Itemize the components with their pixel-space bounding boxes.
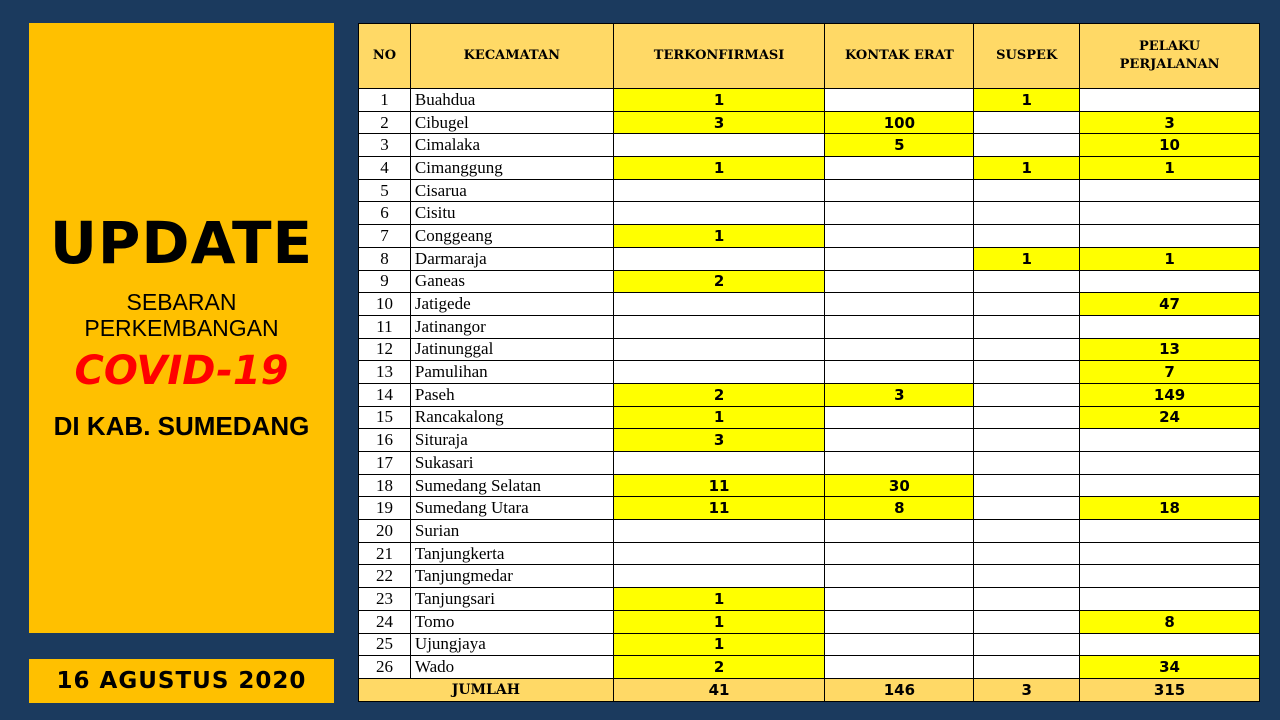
- header-kecamatan: KECAMATAN: [410, 24, 613, 89]
- region-label: DI KAB. SUMEDANG: [53, 411, 310, 441]
- cell-terkonfirmasi: 3: [613, 111, 825, 134]
- cell-terkonfirmasi: 1: [613, 633, 825, 656]
- cell-pelaku-perjalanan: [1080, 179, 1260, 202]
- cell-kontak-erat: [825, 588, 974, 611]
- cell-no: 20: [359, 520, 411, 543]
- table-row: [359, 656, 1260, 679]
- cell-kecamatan: Ujungjaya: [410, 633, 613, 656]
- cell-no: 21: [359, 542, 411, 565]
- cell-terkonfirmasi: [613, 202, 825, 225]
- cell-kecamatan: Situraja: [410, 429, 613, 452]
- header-pelaku-perjalanan-text: PELAKU PERJALANAN: [1119, 39, 1220, 72]
- cell-kecamatan: Tanjungkerta: [410, 542, 613, 565]
- cell-kecamatan: Sukasari: [410, 452, 613, 475]
- cell-suspek: 1: [974, 89, 1080, 112]
- cell-no: 26: [359, 656, 411, 679]
- cell-kontak-erat: [825, 452, 974, 475]
- cell-no: 23: [359, 588, 411, 611]
- cell-suspek: [974, 429, 1080, 452]
- cell-suspek: [974, 134, 1080, 157]
- table-row: [359, 429, 1260, 452]
- cell-no: 3: [359, 134, 411, 157]
- cell-no: 5: [359, 179, 411, 202]
- total-row: [359, 678, 1260, 701]
- cell-kontak-erat: [825, 315, 974, 338]
- cell-kecamatan: Sumedang Utara: [410, 497, 613, 520]
- cell-terkonfirmasi: 11: [613, 474, 825, 497]
- table-row: [359, 202, 1260, 225]
- update-title: UPDATE: [49, 209, 314, 277]
- header-no: NO: [359, 24, 411, 89]
- cell-no: 1: [359, 89, 411, 112]
- cell-suspek: [974, 452, 1080, 475]
- cell-kontak-erat: [825, 179, 974, 202]
- table-row: [359, 179, 1260, 202]
- cell-terkonfirmasi: [613, 565, 825, 588]
- cell-kontak-erat: [825, 520, 974, 543]
- table-row: [359, 520, 1260, 543]
- cell-kecamatan: Tanjungsari: [410, 588, 613, 611]
- table-row: [359, 633, 1260, 656]
- cell-kontak-erat: 100: [825, 111, 974, 134]
- cell-pelaku-perjalanan: 10: [1080, 134, 1260, 157]
- cell-kecamatan: Cimanggung: [410, 157, 613, 180]
- cell-kontak-erat: 5: [825, 134, 974, 157]
- cell-no: 6: [359, 202, 411, 225]
- cell-pelaku-perjalanan: [1080, 474, 1260, 497]
- cell-no: 10: [359, 293, 411, 316]
- cell-no: 12: [359, 338, 411, 361]
- cell-terkonfirmasi: 1: [613, 406, 825, 429]
- table-row: [359, 610, 1260, 633]
- cell-terkonfirmasi: [613, 452, 825, 475]
- subtitle-line2: PERKEMBANGAN: [84, 315, 279, 341]
- covid-table-container: [358, 23, 1260, 700]
- cell-kontak-erat: [825, 247, 974, 270]
- cell-kontak-erat: 30: [825, 474, 974, 497]
- cell-terkonfirmasi: 1: [613, 225, 825, 248]
- cell-no: 25: [359, 633, 411, 656]
- cell-no: 18: [359, 474, 411, 497]
- cell-pelaku-perjalanan: 7: [1080, 361, 1260, 384]
- date-label: 16 AGUSTUS 2020: [29, 659, 334, 703]
- total-terkonfirmasi: 41: [613, 678, 825, 701]
- table-row: [359, 157, 1260, 180]
- cell-kontak-erat: [825, 293, 974, 316]
- cell-kecamatan: Jatinangor: [410, 315, 613, 338]
- header-terkonfirmasi: TERKONFIRMASI: [613, 24, 825, 89]
- cell-no: 24: [359, 610, 411, 633]
- cell-kecamatan: Buahdua: [410, 89, 613, 112]
- cell-pelaku-perjalanan: 149: [1080, 383, 1260, 406]
- cell-suspek: [974, 179, 1080, 202]
- cell-suspek: [974, 361, 1080, 384]
- cell-suspek: [974, 633, 1080, 656]
- cell-terkonfirmasi: [613, 520, 825, 543]
- cell-kontak-erat: [825, 565, 974, 588]
- cell-no: 14: [359, 383, 411, 406]
- cell-terkonfirmasi: 3: [613, 429, 825, 452]
- cell-pelaku-perjalanan: 47: [1080, 293, 1260, 316]
- cell-pelaku-perjalanan: [1080, 225, 1260, 248]
- cell-kecamatan: Paseh: [410, 383, 613, 406]
- cell-no: 9: [359, 270, 411, 293]
- header-suspek: SUSPEK: [974, 24, 1080, 89]
- cell-terkonfirmasi: [613, 179, 825, 202]
- cell-no: 8: [359, 247, 411, 270]
- covid-title: COVID-19: [74, 348, 289, 394]
- cell-kecamatan: Cisitu: [410, 202, 613, 225]
- cell-kecamatan: Cibugel: [410, 111, 613, 134]
- table-header-row: [359, 24, 1260, 89]
- cell-kontak-erat: [825, 361, 974, 384]
- cell-no: 13: [359, 361, 411, 384]
- cell-kontak-erat: [825, 157, 974, 180]
- cell-pelaku-perjalanan: 3: [1080, 111, 1260, 134]
- cell-no: 4: [359, 157, 411, 180]
- cell-terkonfirmasi: 11: [613, 497, 825, 520]
- cell-terkonfirmasi: [613, 293, 825, 316]
- cell-pelaku-perjalanan: 34: [1080, 656, 1260, 679]
- title-panel: [29, 23, 334, 633]
- cell-kontak-erat: [825, 338, 974, 361]
- cell-suspek: [974, 565, 1080, 588]
- cell-no: 7: [359, 225, 411, 248]
- cell-no: 22: [359, 565, 411, 588]
- cell-pelaku-perjalanan: [1080, 429, 1260, 452]
- cell-terkonfirmasi: 2: [613, 270, 825, 293]
- cell-terkonfirmasi: [613, 134, 825, 157]
- cell-kontak-erat: [825, 89, 974, 112]
- cell-terkonfirmasi: 1: [613, 610, 825, 633]
- table-row: [359, 89, 1260, 112]
- total-pelaku-perjalanan: 315: [1080, 678, 1260, 701]
- cell-suspek: [974, 588, 1080, 611]
- table-row: [359, 452, 1260, 475]
- cell-kecamatan: Jatigede: [410, 293, 613, 316]
- table-row: [359, 474, 1260, 497]
- cell-suspek: [974, 293, 1080, 316]
- covid-table: [358, 23, 1260, 702]
- cell-kecamatan: Ganeas: [410, 270, 613, 293]
- cell-pelaku-perjalanan: [1080, 520, 1260, 543]
- cell-kecamatan: Rancakalong: [410, 406, 613, 429]
- total-label: JUMLAH: [359, 678, 614, 701]
- cell-kecamatan: Wado: [410, 656, 613, 679]
- table-row: [359, 247, 1260, 270]
- cell-kontak-erat: [825, 270, 974, 293]
- cell-pelaku-perjalanan: 8: [1080, 610, 1260, 633]
- table-row: [359, 588, 1260, 611]
- cell-kecamatan: Jatinunggal: [410, 338, 613, 361]
- subtitle-line1: SEBARAN: [126, 289, 237, 315]
- cell-no: 17: [359, 452, 411, 475]
- cell-suspek: 1: [974, 157, 1080, 180]
- cell-kontak-erat: [825, 429, 974, 452]
- cell-terkonfirmasi: 1: [613, 157, 825, 180]
- cell-pelaku-perjalanan: [1080, 89, 1260, 112]
- cell-suspek: [974, 656, 1080, 679]
- table-row: [359, 134, 1260, 157]
- cell-suspek: 1: [974, 247, 1080, 270]
- cell-pelaku-perjalanan: [1080, 542, 1260, 565]
- cell-terkonfirmasi: 2: [613, 656, 825, 679]
- cell-kecamatan: Tomo: [410, 610, 613, 633]
- cell-kecamatan: Cisarua: [410, 179, 613, 202]
- cell-suspek: [974, 474, 1080, 497]
- table-row: [359, 361, 1260, 384]
- cell-no: 2: [359, 111, 411, 134]
- cell-terkonfirmasi: [613, 338, 825, 361]
- cell-terkonfirmasi: 2: [613, 383, 825, 406]
- table-row: [359, 270, 1260, 293]
- table-row: [359, 315, 1260, 338]
- table-row: [359, 225, 1260, 248]
- cell-kontak-erat: [825, 202, 974, 225]
- cell-kecamatan: Pamulihan: [410, 361, 613, 384]
- table-row: [359, 383, 1260, 406]
- cell-pelaku-perjalanan: 1: [1080, 247, 1260, 270]
- cell-pelaku-perjalanan: [1080, 315, 1260, 338]
- cell-pelaku-perjalanan: 18: [1080, 497, 1260, 520]
- cell-suspek: [974, 338, 1080, 361]
- table-row: [359, 497, 1260, 520]
- cell-kontak-erat: [825, 633, 974, 656]
- cell-kecamatan: Darmaraja: [410, 247, 613, 270]
- header-pelaku-perjalanan: [1080, 24, 1260, 89]
- cell-suspek: [974, 610, 1080, 633]
- cell-no: 19: [359, 497, 411, 520]
- cell-pelaku-perjalanan: 13: [1080, 338, 1260, 361]
- cell-suspek: [974, 520, 1080, 543]
- cell-kontak-erat: 8: [825, 497, 974, 520]
- cell-suspek: [974, 542, 1080, 565]
- table-row: [359, 542, 1260, 565]
- cell-pelaku-perjalanan: 24: [1080, 406, 1260, 429]
- cell-suspek: [974, 111, 1080, 134]
- cell-suspek: [974, 270, 1080, 293]
- cell-kecamatan: Tanjungmedar: [410, 565, 613, 588]
- cell-pelaku-perjalanan: [1080, 588, 1260, 611]
- cell-terkonfirmasi: [613, 542, 825, 565]
- cell-kontak-erat: 3: [825, 383, 974, 406]
- cell-kontak-erat: [825, 542, 974, 565]
- cell-suspek: [974, 225, 1080, 248]
- cell-terkonfirmasi: [613, 247, 825, 270]
- table-row: [359, 338, 1260, 361]
- cell-no: 15: [359, 406, 411, 429]
- cell-kontak-erat: [825, 610, 974, 633]
- header-kontak-erat: KONTAK ERAT: [825, 24, 974, 89]
- table-row: [359, 565, 1260, 588]
- cell-suspek: [974, 406, 1080, 429]
- cell-suspek: [974, 315, 1080, 338]
- table-row: [359, 293, 1260, 316]
- cell-pelaku-perjalanan: [1080, 633, 1260, 656]
- cell-terkonfirmasi: 1: [613, 89, 825, 112]
- cell-pelaku-perjalanan: [1080, 452, 1260, 475]
- cell-kecamatan: Cimalaka: [410, 134, 613, 157]
- cell-suspek: [974, 383, 1080, 406]
- cell-pelaku-perjalanan: [1080, 565, 1260, 588]
- cell-pelaku-perjalanan: [1080, 202, 1260, 225]
- cell-kecamatan: Conggeang: [410, 225, 613, 248]
- table-row: [359, 111, 1260, 134]
- cell-kontak-erat: [825, 656, 974, 679]
- cell-pelaku-perjalanan: [1080, 270, 1260, 293]
- cell-kontak-erat: [825, 225, 974, 248]
- cell-terkonfirmasi: [613, 361, 825, 384]
- cell-terkonfirmasi: 1: [613, 588, 825, 611]
- cell-suspek: [974, 202, 1080, 225]
- cell-kecamatan: Surian: [410, 520, 613, 543]
- cell-suspek: [974, 497, 1080, 520]
- cell-no: 11: [359, 315, 411, 338]
- cell-pelaku-perjalanan: 1: [1080, 157, 1260, 180]
- total-suspek: 3: [974, 678, 1080, 701]
- table-row: [359, 406, 1260, 429]
- cell-terkonfirmasi: [613, 315, 825, 338]
- cell-kontak-erat: [825, 406, 974, 429]
- cell-kecamatan: Sumedang Selatan: [410, 474, 613, 497]
- total-kontak-erat: 146: [825, 678, 974, 701]
- cell-no: 16: [359, 429, 411, 452]
